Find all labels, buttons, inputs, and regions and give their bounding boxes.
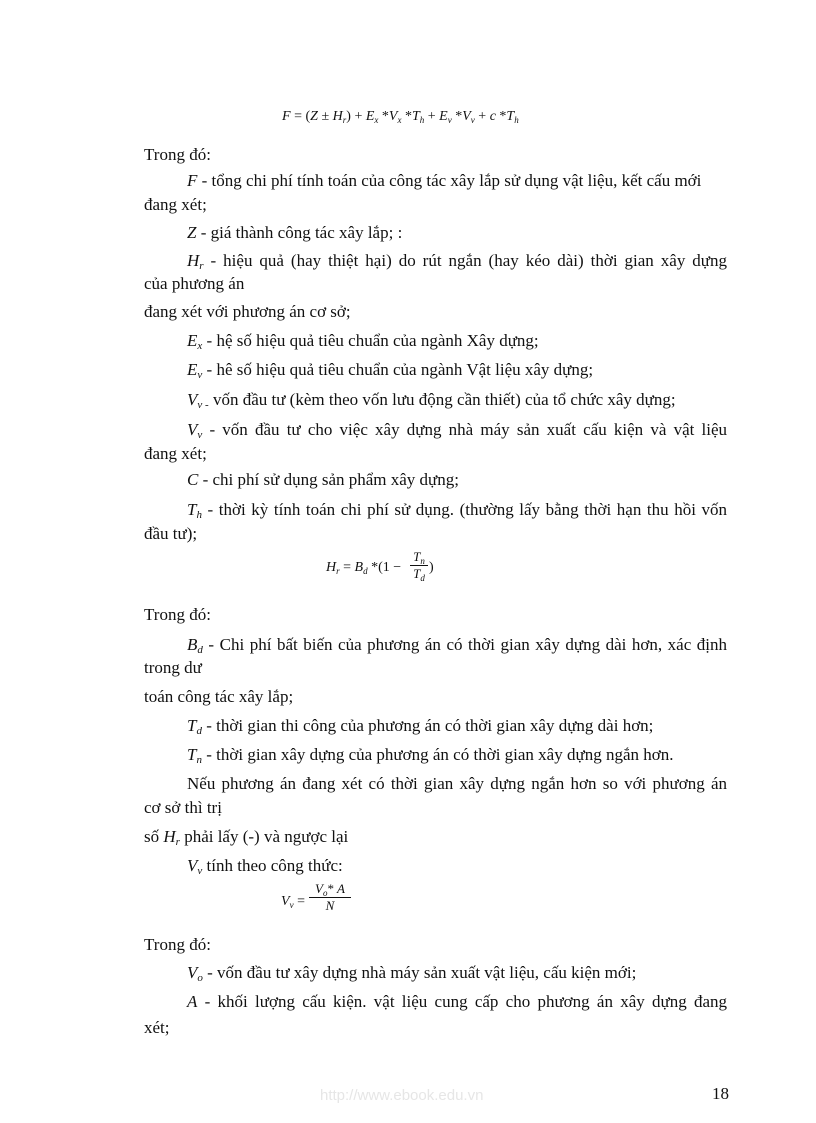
bd-definition-cont2: toán công tác xây lắp; [144, 687, 294, 706]
a-definition: A - khối lượng cấu kiện. vật liệu cung cấp cho phương án xây dựng đang [187, 992, 727, 1011]
document-page: $F = (Z \pm H_r) + E_x$ $*V_x$ $*T_h + E_v$ $*V_v + c$ $*T_h$ Trong đó: F - tổng chi phí tính toán của công tác xây lắp sử dụng vật liệu, kết cấu mới đang xét; Z - giá thành công tác xây lắp; : $H_r$ - hiệu quả (hay thiệt hại) do rút ngắn (hay kéo dài) thời gian xây dựng của phương án đang xét với phương án cơ sở; $E_x$ - hệ số hiệu quả tiêu chuẩn của ngành Xây dựng; $E_v$ - hê số hiệu quả tiêu chuẩn của ngành Vật liệu xây dựng; $V_{v -}$ vốn đầu tư (kèm theo vốn lưu động cần thiết) của tổ chức xây dựng; $V_v$ - vốn đầu tư cho việc xây dựng nhà máy sản xuất cấu kiện và vật liệu đang xét; C - chi phí sử dụng sản phẩm xây dựng; $T_h$ - thời kỳ tính toán chi phí sử dụng. (thường lấy bằng thời hạn thu hồi vốn đầu tư); $H_r = B_d$ *(1 − $T_n$ $T_d$ ) Trong đó: $B_d$ - Chi phí bất biến của phương án có thời gian xây dựng dài hơn, xác định trong dư toán công tác xây lắp; $T_d$ - thời gian thi công của phương án có thời gian xây dựng dài hơn; $T_n$ - thời gian xây dựng của phương án có thời gian xây dựng ngắn hơn. Nếu phương án đang xét có thời gian xây dựng ngắn hơn so với phương án cơ sở thì trị số $H_r$ phải lấy (-) và ngược lại $V_v$ tính theo công thức: $V_v$ = $V_o*$ A N Trong đó: $V_o$ - vốn đầu tư xây dựng nhà máy sản xuất vật liệu, cấu kiện mới; A - khối lượng cấu kiện. vật liệu cung cấp cho phương án xây dựng đang xét; http://www.ebook.edu.vn 18 [144, 109, 729, 1104]
bd-definition-cont: trong dư [144, 658, 202, 677]
formula-total-cost: $F = (Z \pm H_r) + E_x$ $*V_x$ $*T_h + E_v$ $*V_v + c$ $*T_h$ [282, 109, 519, 125]
th-definition-cont: đầu tư); [144, 524, 198, 543]
tn-definition: $T_n$ - thời gian xây dựng của phương án có thời gian xây dựng ngắn hơn. [187, 745, 674, 766]
trong-do-label: Trong đó: [144, 145, 211, 164]
f-definition-cont: đang xét; [144, 195, 207, 214]
vv-calc-line: $V_v$ tính theo công thức: [187, 856, 343, 877]
ev-definition: $E_v$ - hê số hiệu quả tiêu chuẩn của ngành Vật liệu xây dựng; [187, 360, 594, 381]
vv-capital-definition: $V_{v -}$ vốn đầu tư (kèm theo vốn lưu động cần thiết) của tổ chức xây dựng; [187, 390, 676, 411]
th-definition: $T_h$ - thời kỳ tính toán chi phí sử dụng. (thường lấy bằng thời hạn thu hồi vốn [187, 500, 727, 521]
vv-plant-definition: $V_v$ - vốn đầu tư cho việc xây dựng nhà máy sản xuất cấu kiện và vật liệu [187, 420, 728, 441]
ex-definition: $E_x$ - hệ số hiệu quả tiêu chuẩn của ngành Xây dựng; [187, 331, 539, 352]
footer-watermark-url: http://www.ebook.edu.vn [320, 1087, 484, 1104]
a-definition-cont: xét; [144, 1018, 170, 1037]
f-definition: F - tổng chi phí tính toán của công tác xây lắp sử dụng vật liệu, kết cấu mới [187, 171, 702, 190]
hr-definition: $H_r$ - hiệu quả (hay thiệt hại) do rút ngắn (hay kéo dài) thời gian xây dựng [187, 251, 728, 272]
note-paragraph: Nếu phương án đang xét có thời gian xây dựng ngắn hơn so với phương án [187, 774, 727, 793]
vv-plant-definition-cont: đang xét; [144, 444, 207, 463]
bd-definition: $B_d$ - Chi phí bất biến của phương án có thời gian xây dựng dài hơn, xác định [187, 635, 728, 656]
trong-do-label-2: Trong đó: [144, 605, 211, 624]
hr-definition-cont: của phương án [144, 274, 245, 293]
trong-do-label-3: Trong đó: [144, 935, 211, 954]
page-number: 18 [712, 1084, 729, 1103]
z-definition: Z - giá thành công tác xây lắp; : [187, 223, 403, 242]
hr-definition-cont2: đang xét với phương án cơ sở; [144, 302, 351, 321]
note-paragraph-cont2: số $H_r$ phải lấy (-) và ngược lại [144, 827, 349, 848]
c-definition: C - chi phí sử dụng sản phẩm xây dựng; [187, 470, 459, 489]
td-definition: $T_d$ - thời gian thi công của phương án có thời gian xây dựng dài hơn; [187, 716, 654, 737]
vo-definition: $V_o$ - vốn đầu tư xây dựng nhà máy sản xuất vật liệu, cấu kiện mới; [187, 963, 637, 984]
note-paragraph-cont: cơ sở thì trị [144, 798, 222, 817]
